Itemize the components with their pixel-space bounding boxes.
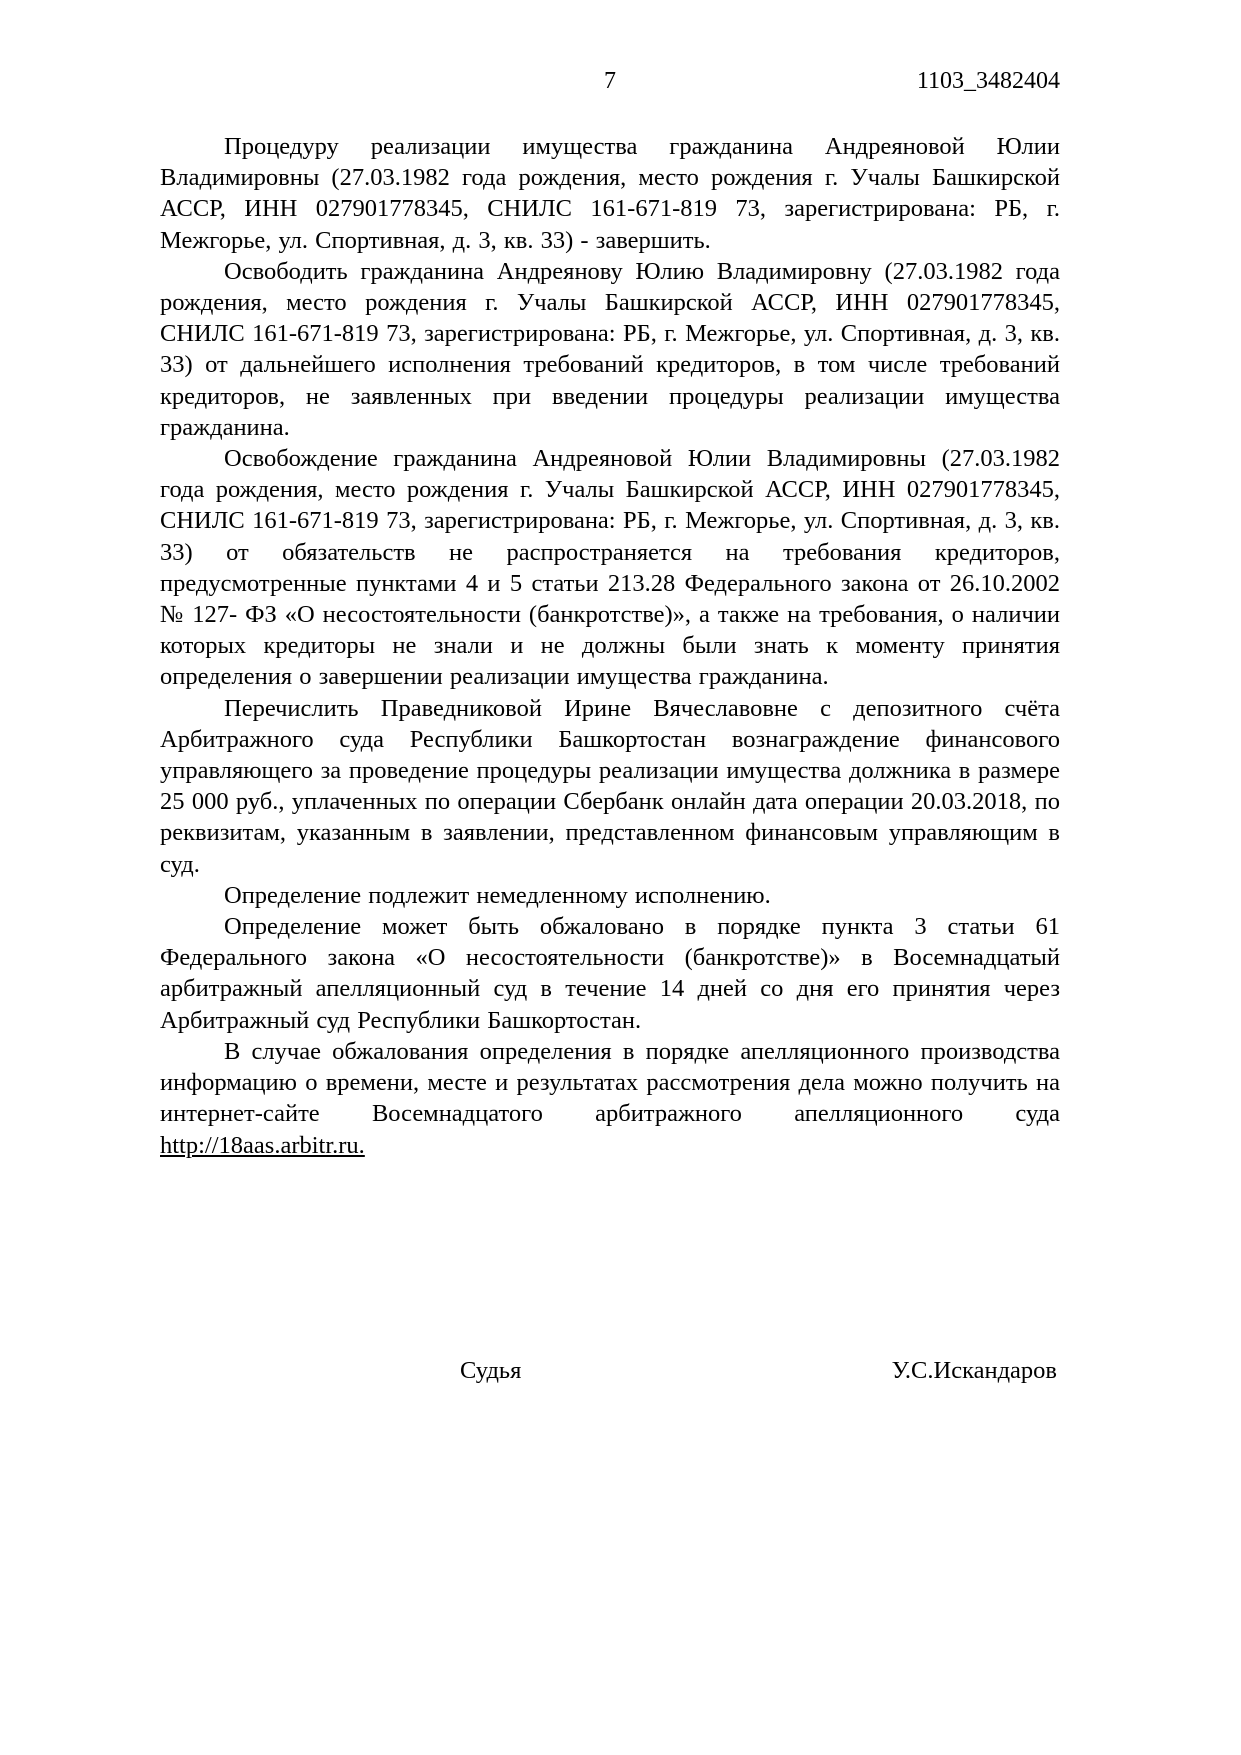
paragraph-appeal-info-text: В случае обжалования определения в порядке апелляционного производства информацию о времени, месте и результатах рассмотрения дела можно получить на интернет-сайте Восемнадцатого арбитражного апелляционного суда: [160, 1037, 1060, 1128]
ruling-body: [160, 131, 1060, 1161]
signature-judge-name: У.С.Искандаров: [891, 1357, 1057, 1384]
page-header: [160, 68, 1060, 102]
court-website-link[interactable]: http://18aas.arbitr.ru.: [160, 1131, 365, 1159]
page-number: 7: [604, 68, 616, 94]
signature-role-label: Судья: [460, 1357, 522, 1384]
signature-block: [160, 1355, 1057, 1386]
paragraph-immediate-execution: Определение подлежит немедленному исполнению.: [224, 881, 771, 909]
paragraph-appeal-procedure: Определение может быть обжаловано в порядке пункта 3 статьи 61 Федерального закона «О несостоятельности (банкротстве)» в Восемнадцатый арбитражный апелляционный суд в течение 14 дней со дня его принятия через Арбитражный суд Республики Башкортостан.: [160, 913, 1060, 1034]
paragraph-procedure-completed: Процедуру реализации имущества гражданина Андреяновой Юлии Владимировны (27.03.1982 года рождения, место рождения г. Учалы Башкирской АССР, ИНН 027901778345, СНИЛС 161-671-819 73, зарегистрирована: РБ, г. Межгорье, ул. Спортивная, д. 3, кв. 33) - завершить.: [160, 133, 1060, 254]
paragraph-manager-remuneration: Перечислить Праведниковой Ирине Вячеславовне с депозитного счёта Арбитражного суда Республики Башкортостан вознаграждение финансового управляющего за проведение процедуры реализации имущества должника в размере 25 000 руб., уплаченных по операции Сбербанк онлайн дата операции 20.03.2018, по реквизитам, указанным в заявлении, представленном финансовым управляющим в суд.: [160, 694, 1060, 878]
paragraph-debtor-release: Освободить гражданина Андреянову Юлию Владимировну (27.03.1982 года рождения, место рождения г. Учалы Башкирской АССР, ИНН 027901778345, СНИЛС 161-671-819 73, зарегистрирована: РБ, г. Межгорье, ул. Спортивная, д. 3, кв. 33) от дальнейшего исполнения требований кредиторов, в том числе требований кредиторов, не заявленных при введении процедуры реализации имущества гражданина.: [160, 257, 1060, 441]
document-number: 1103_3482404: [916, 68, 1060, 94]
paragraph-appeal-info: [160, 1036, 1060, 1161]
paragraph-release-exceptions: Освобождение гражданина Андреяновой Юлии Владимировны (27.03.1982 года рождения, место рождения г. Учалы Башкирской АССР, ИНН 027901778345, СНИЛС 161-671-819 73, зарегистрирована: РБ, г. Межгорье, ул. Спортивная, д. 3, кв. 33) от обязательств не распространяется на требования кредиторов, предусмотренные пунктами 4 и 5 статьи 213.28 Федерального закона от 26.10.2002 № 127- ФЗ «О несостоятельности (банкротстве)», а также на требования, о наличии которых кредиторы не знали и не должны были знать к моменту принятия определения о завершении реализации имущества гражданина.: [160, 445, 1060, 691]
